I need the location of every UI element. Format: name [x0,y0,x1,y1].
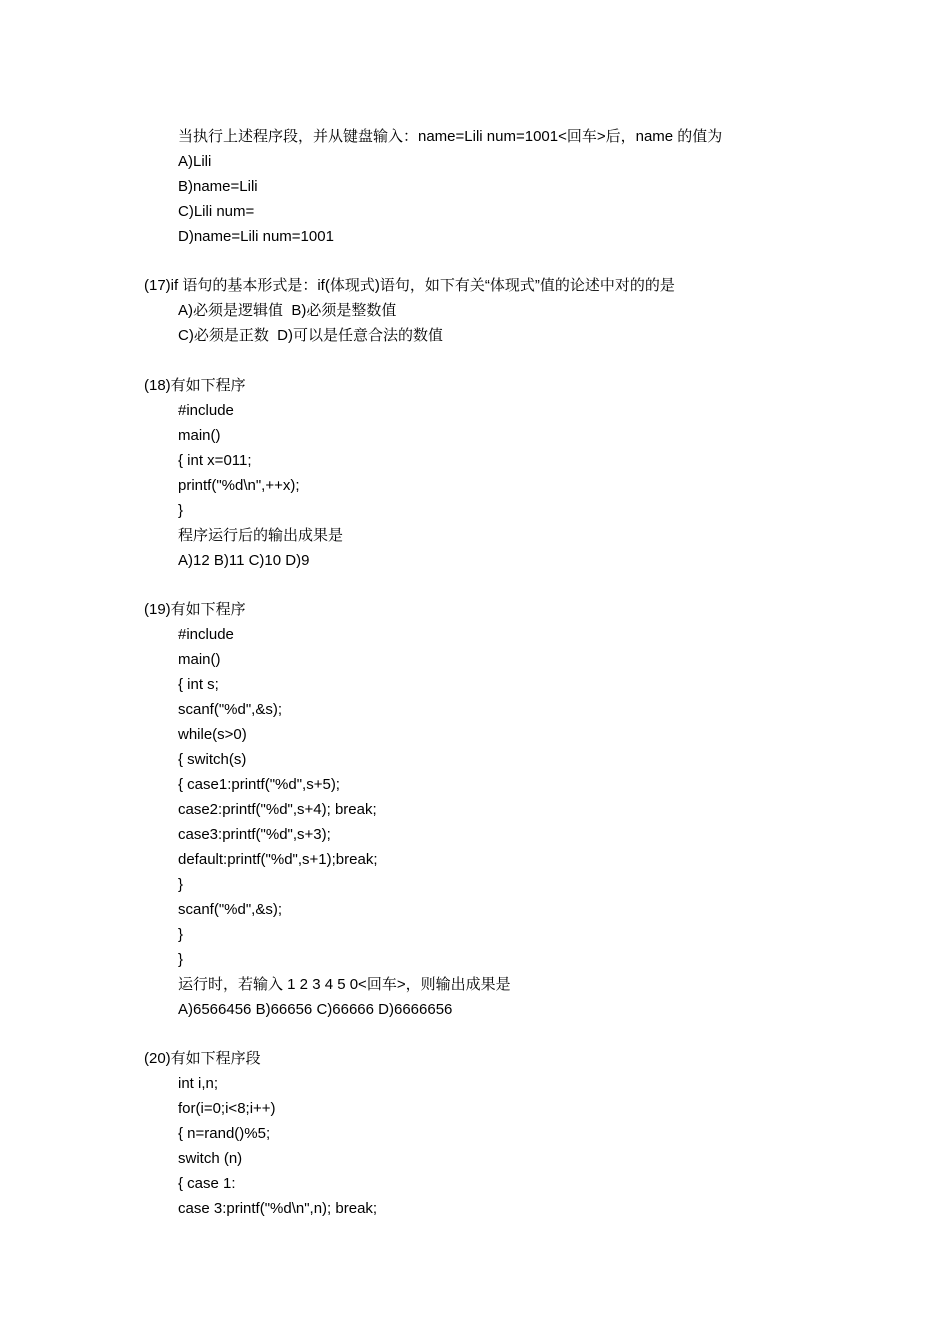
code-line: printf("%d\n",++x); [178,477,300,494]
option-c: C)Lili num= [178,203,255,220]
code-line: case3:printf("%d",s+3); [178,826,331,843]
code-line: while(s>0) [178,726,247,743]
question-19: (19)有如下程序 [144,601,246,618]
code-line: { case1:printf("%d",s+5); [178,776,340,793]
code-line: } [178,876,184,893]
code-line: #include [178,626,234,643]
question-17: (17)if 语句的基本形式是：if(体现式)语句，如下有关“体现式”值的论述中对的的是 [144,277,675,294]
code-line: } [178,926,184,943]
option-d: D)name=Lili num=1001 [178,228,334,245]
code-line: int i,n; [178,1075,219,1092]
option-a: A)Lili [178,153,212,170]
option-b: B)name=Lili [178,178,258,195]
code-line: main() [178,427,221,444]
question-20: (20)有如下程序段 [144,1050,261,1067]
text-line: 程序运行后的输出成果是 [178,527,344,544]
options-cd: C)必须是正数 D)可以是任意合法的数值 [178,327,443,344]
code-line: case2:printf("%d",s+4); break; [178,801,377,818]
code-line: switch (n) [178,1150,243,1167]
code-line: scanf("%d",&s); [178,901,283,918]
question-18: (18)有如下程序 [144,377,246,394]
code-line: { int x=011; [178,452,252,469]
text-line: 当执行上述程序段，并从键盘输入：name=Lili num=1001<回车>后，name 的值为 [178,128,723,145]
code-line: scanf("%d",&s); [178,701,283,718]
code-line: default:printf("%d",s+1);break; [178,851,378,868]
code-line: { int s; [178,676,219,693]
answer-options: A)12 B)11 C)10 D)9 [178,552,310,569]
text-line: 运行时，若输入 1 2 3 4 5 0<回车>，则输出成果是 [178,976,511,993]
answer-options: A)6566456 B)66656 C)66666 D)6666656 [178,1001,453,1018]
code-line: for(i=0;i<8;i++) [178,1100,276,1117]
code-line: { n=rand()%5; [178,1125,271,1142]
code-line: } [178,951,184,968]
code-line: { switch(s) [178,751,247,768]
code-line: main() [178,651,221,668]
code-line: } [178,502,184,519]
code-line: { case 1: [178,1175,236,1192]
options-ab: A)必须是逻辑值 B)必须是整数值 [178,302,397,319]
code-line: case 3:printf("%d\n",n); break; [178,1200,378,1217]
code-line: #include [178,402,234,419]
